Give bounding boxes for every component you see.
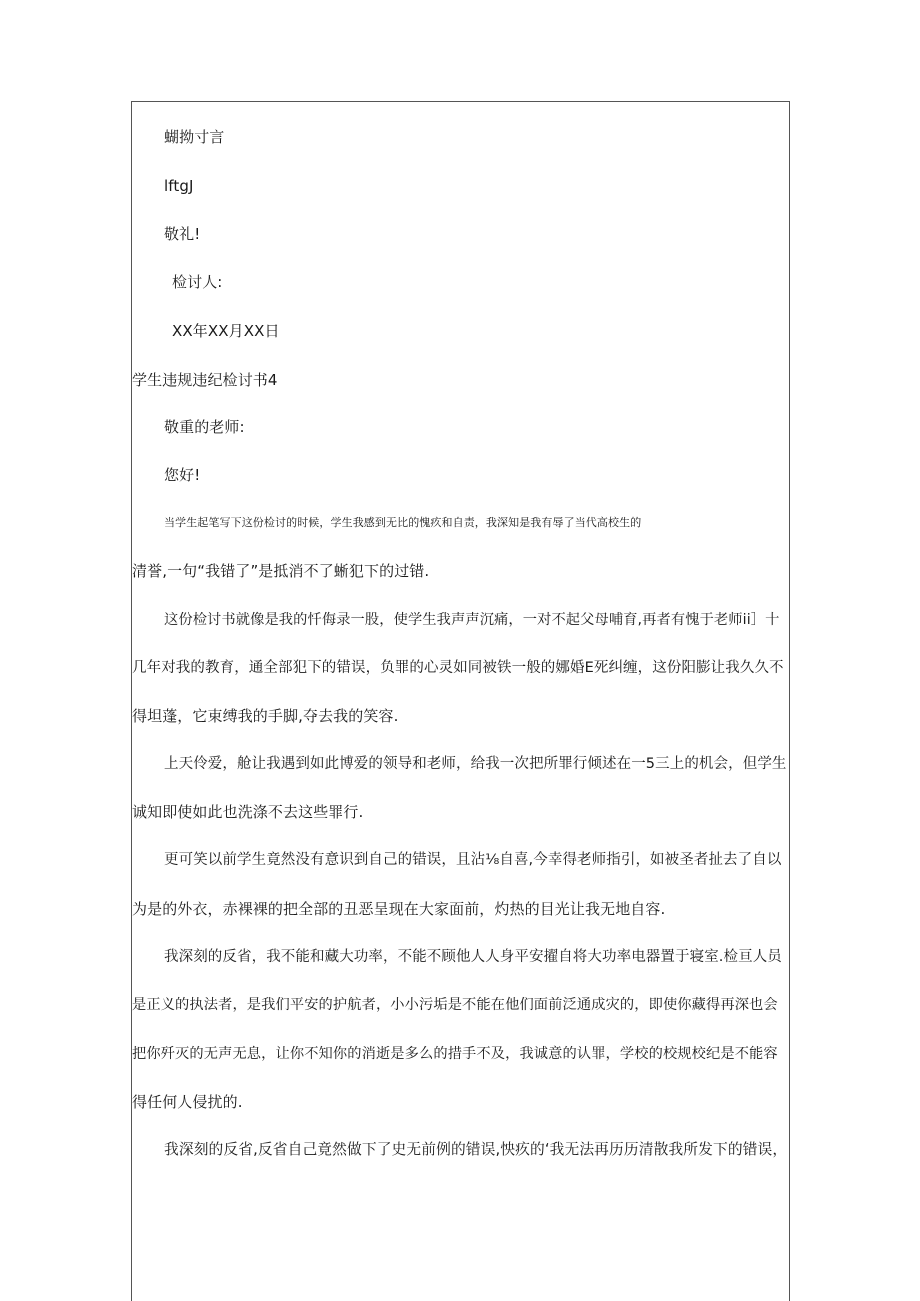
paragraph-line: 上天伶爱，舱让我遇到如此博爱的领导和老师，给我一次把所罪行倾述在一5三上的机会，但学生: [164, 756, 787, 772]
paragraph-line: 这份检讨书就像是我的忏侮录一股，使学生我声声沉痛，一对不起父母哺育,再者有愧于老师ii］十: [164, 612, 780, 628]
date-line: XX年XX月XX日: [172, 322, 280, 340]
greeting: 您好!: [164, 466, 201, 484]
paragraph-line: 得任何人侵扰的.: [132, 1093, 243, 1111]
paragraph-line: 当学生起笔写下这份检讨的时候，学生我感到无比的愧疚和自责，我深知是我有辱了当代高校生的: [164, 516, 642, 529]
signature-label: 检讨人:: [172, 273, 223, 291]
paragraph-line: 是正义的执法者，是我们平安的护航者，小小污垢是不能在他们面前泛通成灾的，即使你藏得再深也会: [132, 997, 778, 1013]
paragraph-line: 几年对我的教育，通全部犯下的错误，负罪的心灵如同被铁一般的娜婚E死纠缠，这份阳膨让我久久不: [132, 660, 784, 676]
paragraph-line: 我深刻的反省,反省自己竟然做下了史无前例的错误,怏疚的‘我无法再历历清散我所发下的错误，: [164, 1141, 788, 1158]
section-title: 学生违规违纪检讨书4: [132, 371, 278, 389]
paragraph-line: 诚知即使如此也洗涤不去这些罪行.: [132, 803, 364, 821]
paragraph-line: 清誉,一句“我错了”是抵消不了蜥犯下的过错.: [132, 562, 430, 580]
paragraph-line: 把你歼灭的无声无息，让你不知你的消逝是多么的措手不及，我诚意的认罪，学校的校规校纪是不能容: [132, 1046, 778, 1062]
paragraph-line: 更可笑以前学生竟然没有意识到自己的错误，且沾⅛自喜,今幸得老师指引，如被圣者扯去了自以: [164, 852, 782, 868]
paragraph-line: 得坦蓬，它束缚我的手脚,夺去我的笑容.: [132, 707, 399, 725]
text-line: 敬礼!: [164, 225, 201, 243]
text-line: lftgJ: [164, 177, 194, 195]
document-page: [131, 101, 790, 1301]
paragraph-line: 我深刻的反省，我不能和藏大功率，不能不顾他人人身平安擢自将大功率电器置于寝室.检亘人员: [164, 949, 782, 965]
salutation: 敬重的老师:: [164, 418, 245, 436]
text-line: 蝴拗寸言: [164, 128, 225, 146]
paragraph-line: 为是的外衣，赤裸裸的把全部的丑恶呈现在大家面前，灼热的目光让我无地自容.: [132, 900, 666, 918]
